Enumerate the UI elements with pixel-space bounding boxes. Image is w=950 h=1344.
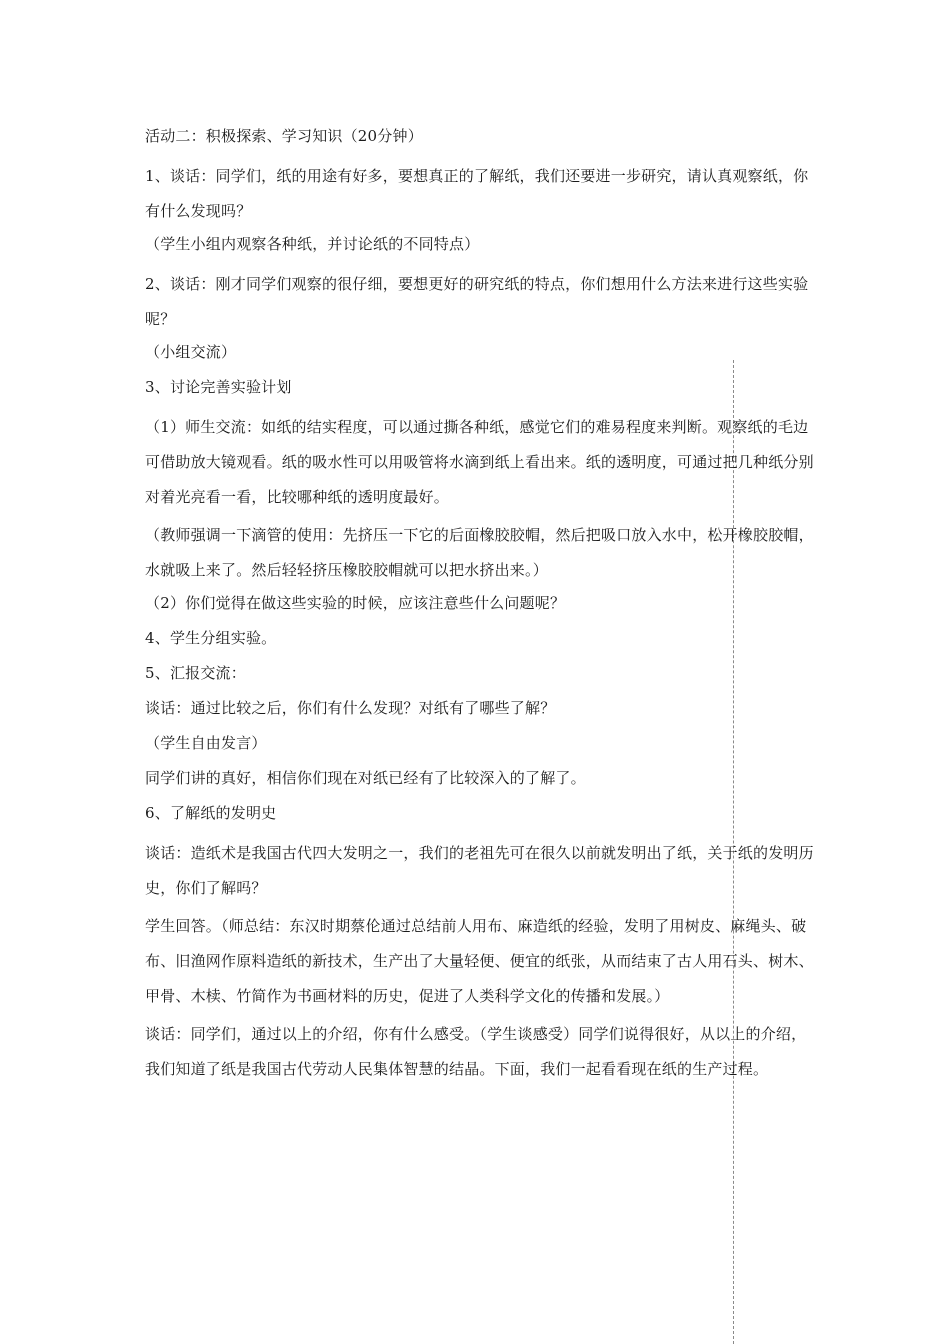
paragraph-18: 谈话：同学们，通过以上的介绍，你有什么感受。（学生谈感受）同学们说得很好，从以上的介绍，我们知道了纸是我国古代劳动人民集体智慧的结晶。下面，我们一起看看现在纸的生产过程。 [145, 1025, 807, 1078]
paragraph-8: （教师强调一下滴管的使用：先挤压一下它的后面橡胶胶帽，然后把吸口放入水中，松开橡胶胶帽，水就吸上来了。然后轻轻挤压橡胶胶帽就可以把水挤出来。） [145, 526, 814, 579]
paragraph-2: 1、谈话：同学们，纸的用途有好多，要想真正的了解纸，我们还要进一步研究，请认真观察纸，你有什么发现吗？ [145, 167, 809, 220]
document-body [145, 124, 815, 1090]
paragraph-14: 同学们讲的真好，相信你们现在对纸已经有了比较深入的了解了。 [145, 769, 586, 787]
paragraph-16: 谈话：造纸术是我国古代四大发明之一，我们的老祖先可在很久以前就发明出了纸，关于纸的发明历史，你们了解吗？ [145, 844, 814, 897]
paragraph-12: 谈话：通过比较之后，你们有什么发现？对纸有了哪些了解？ [145, 699, 556, 717]
paragraph-6: 3、讨论完善实验计划 [145, 378, 292, 396]
paragraph-17: 学生回答。（师总结：东汉时期蔡伦通过总结前人用布、麻造纸的经验，发明了用树皮、麻绳头、破布、旧渔网作原料造纸的新技术，生产出了大量轻便、便宜的纸张，从而结束了古人用石头、树木、甲骨、木椟、竹简作为书画材料的历史，促进了人类科学文化的传播和发展。） [145, 917, 814, 1005]
paragraph-13: （学生自由发言） [145, 734, 267, 752]
paragraph-7: （1）师生交流：如纸的结实程度，可以通过撕各种纸，感觉它们的难易程度来判断。观察纸的毛边可借助放大镜观看。纸的吸水性可以用吸管将水滴到纸上看出来。纸的透明度，可通过把几种纸分别对着光亮看一看，比较哪种纸的透明度最好。 [145, 418, 814, 506]
paragraph-4: 2、谈话：刚才同学们观察的很仔细，要想更好的研究纸的特点，你们想用什么方法来进行这些实验呢？ [145, 275, 809, 328]
paragraph-5: （小组交流） [145, 343, 237, 361]
paragraph-3: （学生小组内观察各种纸，并讨论纸的不同特点） [145, 235, 480, 253]
paragraph-1: 活动二：积极探索、学习知识（20分钟） [145, 127, 423, 145]
paragraph-9: （2）你们觉得在做这些实验的时候，应该注意些什么问题呢？ [145, 594, 566, 612]
paragraph-10: 4、学生分组实验。 [145, 629, 277, 647]
paragraph-15: 6、了解纸的发明史 [145, 804, 277, 822]
paragraph-11: 5、汇报交流： [145, 664, 246, 682]
